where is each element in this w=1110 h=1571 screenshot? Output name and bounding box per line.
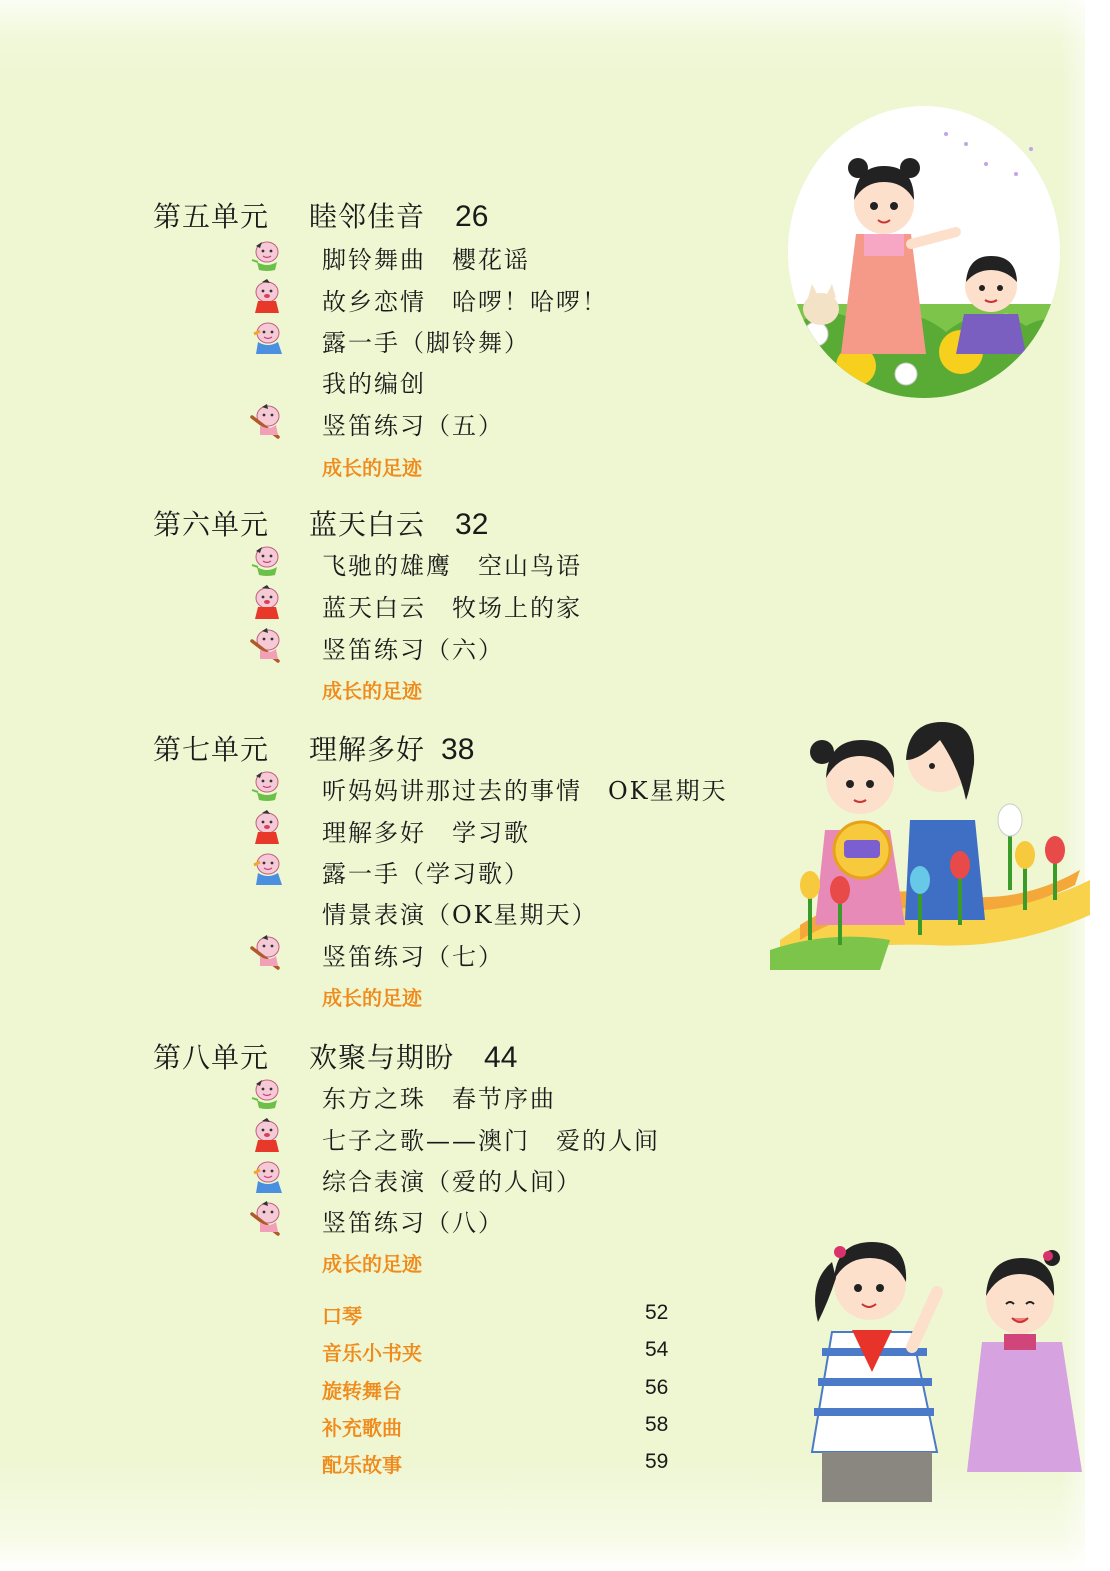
green-bow-character-icon (248, 1076, 286, 1112)
girls-talking-illustration (752, 1222, 1084, 1502)
unit-6-name: 蓝天白云 (309, 508, 426, 541)
appendix-item-harmonica: 口琴 (322, 1304, 362, 1328)
unit-6-heading (153, 503, 488, 543)
unit-8-page: 44 (484, 1041, 518, 1074)
appendix-page-stage: 56 (645, 1376, 669, 1399)
unit-5-page: 26 (455, 200, 489, 233)
appendix-page-songs: 58 (645, 1413, 669, 1436)
unit-8-label: 第八单元 (153, 1041, 270, 1074)
green-bow-character-icon (248, 768, 286, 804)
unit-7-footer: 成长的足迹 (322, 986, 422, 1010)
unit-8-item-2: 七子之歌——澳门 爱的人间 (322, 1127, 660, 1155)
green-bow-character-icon (248, 543, 286, 579)
unit-7-item-4: 情景表演（OK星期天） (322, 901, 598, 929)
recorder-character-icon (248, 1200, 286, 1236)
unit-5-name: 睦邻佳音 (309, 200, 426, 233)
unit-5-item-3: 露一手（脚铃舞） (322, 329, 530, 357)
unit-5-item-2: 故乡恋情 哈啰！哈啰！ (322, 288, 608, 316)
red-dress-character-icon (248, 279, 286, 315)
appendix-item-songs: 补充歌曲 (322, 1416, 402, 1440)
red-dress-character-icon (248, 1118, 286, 1154)
unit-8-heading (153, 1036, 517, 1076)
unit-7-heading (153, 728, 474, 768)
unit-8-item-3: 综合表演（爱的人间） (322, 1168, 582, 1196)
unit-8-item-4: 竖笛练习（八） (322, 1209, 504, 1237)
blue-skirt-character-icon (248, 851, 286, 887)
unit-6-footer: 成长的足迹 (322, 679, 422, 703)
blue-skirt-character-icon (248, 320, 286, 356)
appendix-page-bookmark: 54 (645, 1338, 669, 1361)
green-bow-character-icon (248, 238, 286, 274)
appendix-item-story: 配乐故事 (322, 1453, 402, 1477)
unit-7-item-3: 露一手（学习歌） (322, 860, 530, 888)
red-dress-character-icon (248, 810, 286, 846)
unit-7-name: 理解多好 (309, 733, 426, 766)
unit-5-heading (153, 195, 488, 235)
blue-skirt-character-icon (248, 1159, 286, 1195)
unit-6-item-2: 蓝天白云 牧场上的家 (322, 594, 582, 622)
recorder-character-icon (248, 403, 286, 439)
red-dress-character-icon (248, 585, 286, 621)
unit-6-label: 第六单元 (153, 508, 270, 541)
unit-5-item-4: 我的编创 (322, 370, 426, 398)
unit-8-item-1: 东方之珠 春节序曲 (322, 1085, 556, 1113)
unit-5-footer: 成长的足迹 (322, 456, 422, 480)
appendix-item-stage: 旋转舞台 (322, 1379, 402, 1403)
unit-7-item-5: 竖笛练习（七） (322, 943, 504, 971)
unit-5-item-5: 竖笛练习（五） (322, 412, 504, 440)
unit-8-footer: 成长的足迹 (322, 1252, 422, 1276)
recorder-character-icon (248, 934, 286, 970)
unit-6-item-1: 飞驰的雄鹰 空山鸟语 (322, 552, 582, 580)
girls-whispering-illustration (770, 700, 1090, 970)
unit-5-label: 第五单元 (153, 200, 270, 233)
children-dandelion-illustration (786, 104, 1062, 400)
unit-7-item-2: 理解多好 学习歌 (322, 819, 530, 847)
unit-6-item-3: 竖笛练习（六） (322, 636, 504, 664)
recorder-character-icon (248, 627, 286, 663)
appendix-page-story: 59 (645, 1450, 669, 1473)
appendix-page-harmonica: 52 (645, 1301, 669, 1324)
unit-6-page: 32 (455, 508, 489, 541)
unit-5-item-1: 脚铃舞曲 櫻花谣 (322, 246, 530, 274)
unit-7-label: 第七单元 (153, 733, 270, 766)
appendix-item-bookmark: 音乐小书夹 (322, 1341, 422, 1365)
unit-7-page: 38 (441, 733, 475, 766)
unit-7-item-1: 听妈妈讲那过去的事情 OK星期天 (322, 777, 728, 805)
unit-8-name: 欢聚与期盼 (309, 1041, 455, 1074)
